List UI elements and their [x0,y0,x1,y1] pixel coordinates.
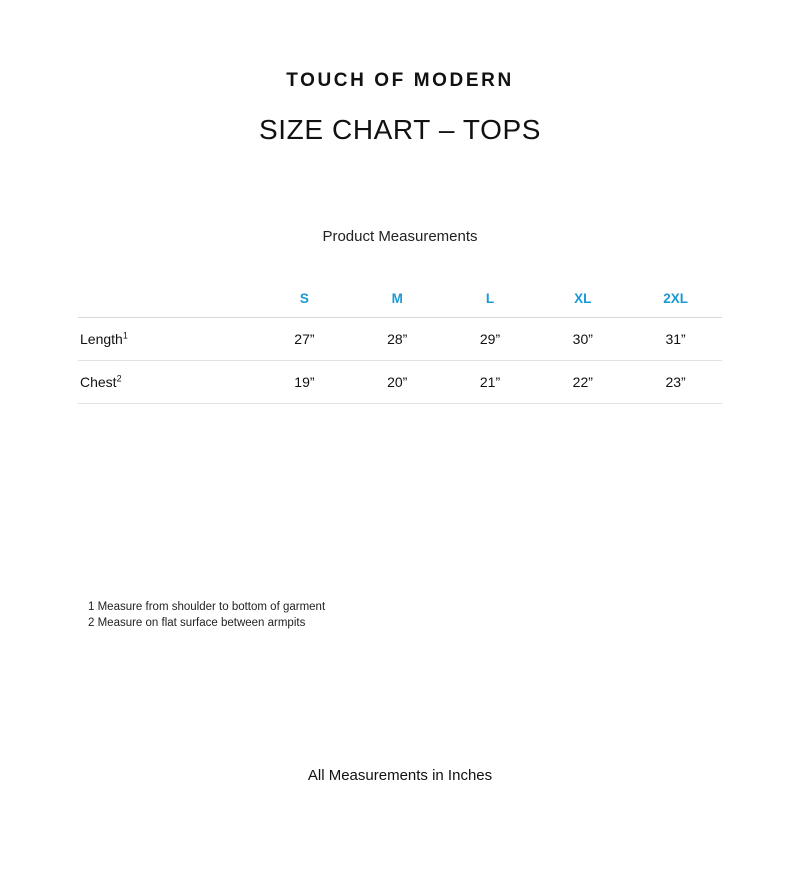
row-label-chest-text: Chest [80,374,117,390]
table-row [78,361,722,404]
table-row [78,318,722,361]
cell-chest-2xl: 23” [629,361,722,404]
cell-chest-m: 20” [351,361,444,404]
column-header-m: M [351,279,444,318]
measurements-table-container [78,279,722,404]
column-header-row-label [78,279,258,318]
measurement-unit-note: All Measurements in Inches [307,767,493,784]
footnote-2: 2 Measure on flat surface between armpits [88,616,306,629]
measurements-table [78,279,722,404]
cell-chest-xl: 22” [536,361,629,404]
row-label-length-text: Length [80,331,123,347]
cell-length-l: 29” [444,318,537,361]
cell-chest-l: 21” [444,361,537,404]
cell-length-xl: 30” [536,318,629,361]
footnote-1: 1 Measure from shoulder to bottom of garment [88,601,326,613]
size-chart-page [0,70,800,870]
row-label-length [78,318,258,361]
table-header-row [78,279,722,318]
column-header-s: S [258,279,351,318]
cell-length-s: 27” [258,318,351,361]
row-label-chest [78,361,258,404]
cell-chest-s: 19” [258,361,351,404]
row-label-chest-footnote-marker: 2 [116,373,122,384]
footnotes [88,600,325,632]
brand-wordmark: TOUCH OF MODERN [286,70,514,91]
section-label: Product Measurements [322,228,478,245]
column-header-xl: XL [536,279,629,318]
column-header-l: L [444,279,537,318]
column-header-2xl: 2XL [629,279,722,318]
cell-length-2xl: 31” [629,318,722,361]
page-title: SIZE CHART – TOPS [259,114,541,145]
row-label-length-footnote-marker: 1 [122,330,128,341]
cell-length-m: 28” [351,318,444,361]
